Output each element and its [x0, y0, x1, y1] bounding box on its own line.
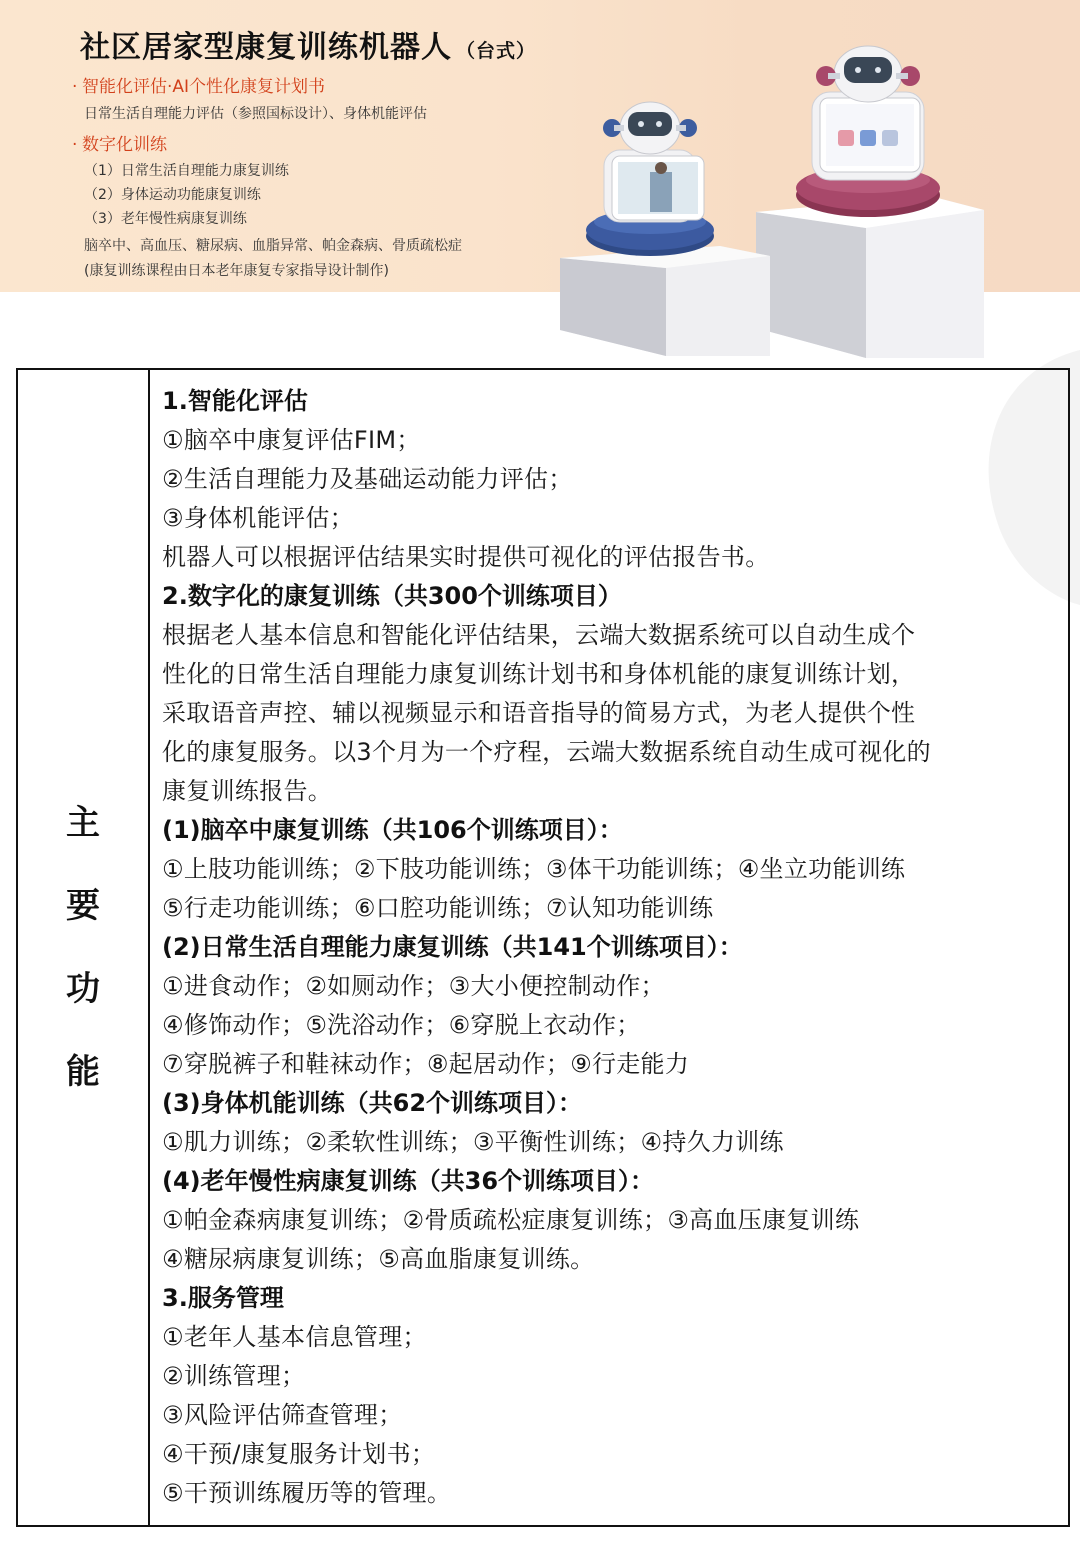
content-line: ⑤干预训练履历等的管理。 [162, 1479, 452, 1507]
content-line: ②生活自理能力及基础运动能力评估； [162, 465, 573, 493]
banner-title-suffix: （台式） [456, 40, 537, 62]
content-line: ①进食动作；②如厕动作；③大小便控制动作； [162, 972, 665, 1000]
banner-feature-text [84, 184, 261, 204]
content-line: ③风险评估筛查管理； [162, 1401, 403, 1429]
banner-feature-label: （1）日常生活自理能力康复训练 [84, 163, 289, 179]
section-heading: (4)老年慢性病康复训练（共36个训练项目）： [162, 1167, 655, 1195]
content-line: 根据老人基本信息和智能化评估结果，云端大数据系统可以自动生成个 [162, 621, 916, 649]
side-label-char: 功 [66, 968, 100, 1009]
banner-feature-label: (康复训练课程由日本老年康复专家指导设计制作) [84, 263, 389, 279]
content-line: ⑦穿脱裤子和鞋袜动作；⑧起居动作；⑨行走能力 [162, 1050, 690, 1078]
content-line: ④干预/康复服务计划书； [162, 1440, 436, 1468]
section-heading: (2)日常生活自理能力康复训练（共141个训练项目）： [162, 933, 743, 961]
banner-feature-label: （2）身体运动功能康复训练 [84, 187, 261, 203]
section-heading: (1)脑卒中康复训练（共106个训练项目）： [162, 816, 623, 844]
content-line: ④糖尿病康复训练；⑤高血脂康复训练。 [162, 1245, 595, 1273]
side-label-char: 能 [66, 1051, 100, 1092]
banner-feature-label: 脑卒中、高血压、糖尿病、血脂异常、帕金森病、骨质疏松症 [84, 238, 462, 254]
content-line: 康复训练报告。 [162, 777, 333, 805]
section-heading: (3)身体机能训练（共62个训练项目）： [162, 1089, 583, 1117]
banner-feature-text [84, 103, 427, 123]
content-line: ①肌力训练；②柔软性训练；③平衡性训练；④持久力训练 [162, 1128, 784, 1156]
banner-feature-label: 数字化训练 [82, 135, 167, 155]
content-line: ①老年人基本信息管理； [162, 1323, 427, 1351]
banner-feature-text [84, 160, 289, 180]
content-line: 化的康复服务。以3个月为一个疗程，云端大数据系统自动生成可视化的 [162, 738, 931, 766]
banner-title [80, 22, 536, 66]
product-banner [0, 0, 1080, 292]
side-label-char: 主 [66, 802, 100, 843]
content-line: ①帕金森病康复训练；②骨质疏松症康复训练；③高血压康复训练 [162, 1206, 860, 1234]
banner-feature-label: 日常生活自理能力评估（参照国标设计）、身体机能评估 [84, 106, 427, 122]
side-label-cell [18, 370, 150, 1525]
banner-feature-text [84, 208, 247, 228]
banner-feature-heading [72, 72, 325, 97]
side-label-char: 要 [66, 885, 100, 926]
content-line: ②训练管理； [162, 1362, 306, 1390]
content-line: ④修饰动作；⑤洗浴动作；⑥穿脱上衣动作； [162, 1011, 641, 1039]
content-line: 采取语音声控、辅以视频显示和语音指导的简易方式，为老人提供个性 [162, 699, 916, 727]
content-line: ⑤行走功能训练；⑥口腔功能训练；⑦认知功能训练 [162, 894, 714, 922]
section-heading: 3.服务管理 [162, 1284, 284, 1312]
content-line: ①上肢功能训练；②下肢功能训练；③体干功能训练；④坐立功能训练 [162, 855, 906, 883]
bullet-dot-icon: · [72, 135, 78, 155]
content-line: 性化的日常生活自理能力康复训练计划书和身体机能的康复训练计划， [162, 660, 916, 688]
section-heading: 2.数字化的康复训练（共300个训练项目） [162, 582, 622, 610]
banner-feature-label: 智能化评估·AI个性化康复计划书 [82, 77, 326, 97]
content-line: 机器人可以根据评估结果实时提供可视化的评估报告书。 [162, 543, 770, 571]
section-heading: 1.智能化评估 [162, 387, 308, 415]
banner-title-main: 社区居家型康复训练机器人 [80, 30, 452, 65]
banner-feature-label: （3）老年慢性病康复训练 [84, 211, 247, 227]
banner-feature-text [84, 260, 389, 280]
main-functions-table [16, 368, 1070, 1527]
content-line: ①脑卒中康复评估FIM； [162, 426, 421, 454]
banner-feature-heading [72, 130, 167, 155]
functions-content-cell [150, 370, 1068, 1525]
banner-feature-text [84, 235, 462, 255]
content-line: ③身体机能评估； [162, 504, 354, 532]
bullet-dot-icon: · [72, 77, 78, 97]
